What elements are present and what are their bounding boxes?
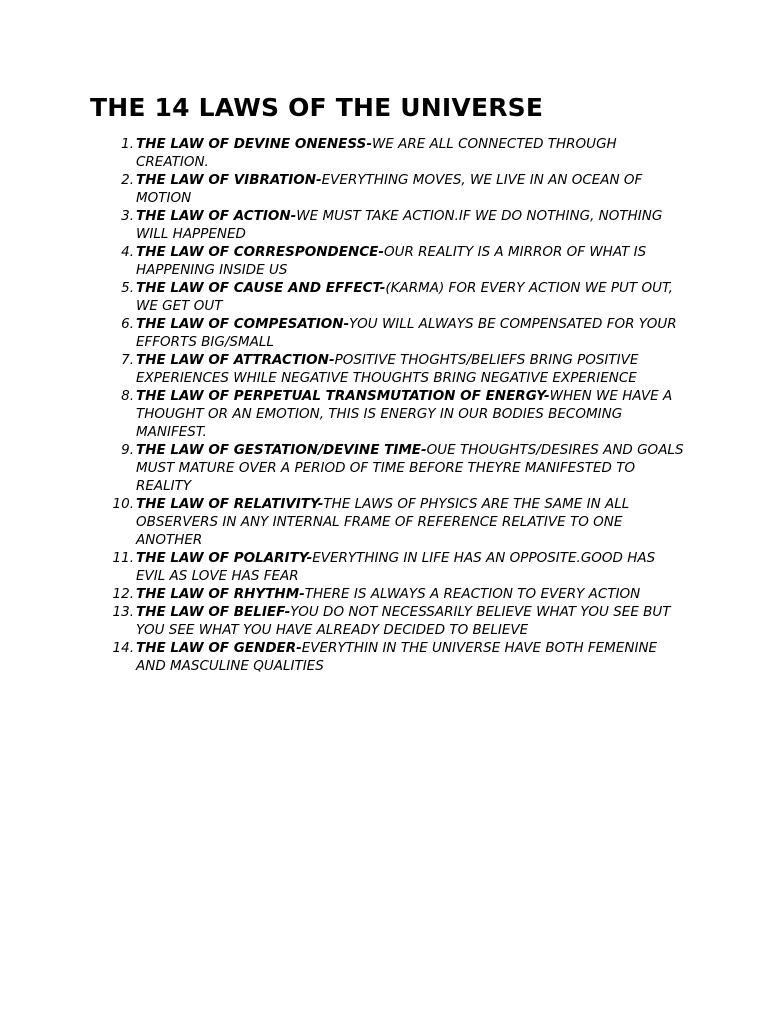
law-description: OUR REALITY IS A MIRROR OF WHAT IS HAPPENING INSIDE US — [136, 244, 647, 278]
list-item-number: 13. — [112, 604, 134, 620]
law-description: (KARMA) FOR EVERY ACTION WE PUT OUT, WE GET OUT — [136, 280, 673, 314]
list-item — [106, 441, 686, 495]
list-item — [106, 549, 686, 585]
list-item — [106, 387, 686, 441]
list-item-number: 12. — [112, 586, 134, 602]
list-item — [106, 639, 686, 675]
law-description: EVERYTHING MOVES, WE LIVE IN AN OCEAN OF MOTION — [136, 172, 643, 206]
law-description: WE ARE ALL CONNECTED THROUGH CREATION. — [136, 136, 617, 170]
list-item-number: 5. — [121, 280, 134, 296]
list-item — [106, 603, 686, 639]
list-item-number: 8. — [121, 388, 134, 404]
law-description: WHEN WE HAVE A THOUGHT OR AN EMOTION, THIS IS ENERGY IN OUR BODIES BECOMING MANIFEST. — [136, 388, 673, 440]
list-item — [106, 495, 686, 549]
law-name: THE LAW OF VIBRATION- — [136, 172, 322, 188]
list-item-number: 14. — [112, 640, 134, 656]
list-item-number: 9. — [121, 442, 134, 458]
laws-list — [106, 135, 686, 675]
law-name: THE LAW OF RELATIVITY- — [136, 496, 324, 512]
law-name: THE LAW OF DEVINE ONENESS- — [136, 136, 372, 152]
law-name: THE LAW OF GESTATION/DEVINE TIME- — [136, 442, 427, 458]
list-item — [106, 243, 686, 279]
list-item — [106, 315, 686, 351]
law-description: YOU DO NOT NECESSARILY BELIEVE WHAT YOU SEE BUT YOU SEE WHAT YOU HAVE ALREADY DECIDED TO BELIEVE — [136, 604, 671, 638]
law-name: THE LAW OF POLARITY- — [136, 550, 313, 566]
law-name: THE LAW OF COMPESATION- — [136, 316, 350, 332]
law-name: THE LAW OF ACTION- — [136, 208, 297, 224]
law-name: THE LAW OF CAUSE AND EFFECT- — [136, 280, 386, 296]
law-description: WE MUST TAKE ACTION.IF WE DO NOTHING, NOTHING WILL HAPPENED — [136, 208, 663, 242]
law-name: THE LAW OF PERPETUAL TRANSMUTATION OF ENERGY- — [136, 388, 550, 404]
law-description: EVERYTHING IN LIFE HAS AN OPPOSITE.GOOD HAS EVIL AS LOVE HAS FEAR — [136, 550, 656, 584]
law-description: EVERYTHIN IN THE UNIVERSE HAVE BOTH FEMENINE AND MASCULINE QUALITIES — [136, 640, 658, 674]
list-item — [106, 135, 686, 171]
law-name: THE LAW OF CORRESPONDENCE- — [136, 244, 384, 260]
list-item — [106, 207, 686, 243]
law-description: THERE IS ALWAYS A REACTION TO EVERY ACTION — [304, 586, 641, 602]
law-name: THE LAW OF BELIEF- — [136, 604, 291, 620]
list-item-number: 7. — [121, 352, 134, 368]
list-item — [106, 171, 686, 207]
list-item-number: 2. — [121, 172, 134, 188]
page-title: THE 14 LAWS OF THE UNIVERSE — [90, 93, 544, 122]
list-item-number: 11. — [112, 550, 134, 566]
law-description: THE LAWS OF PHYSICS ARE THE SAME IN ALL OBSERVERS IN ANY INTERNAL FRAME OF REFERENCE RELATIVE TO ONE ANOTHER — [136, 496, 630, 548]
list-item-number: 6. — [121, 316, 134, 332]
list-item — [106, 279, 686, 315]
list-item-number: 4. — [121, 244, 134, 260]
list-item — [106, 585, 686, 603]
law-name: THE LAW OF RHYTHM- — [136, 586, 305, 602]
law-name: THE LAW OF GENDER- — [136, 640, 302, 656]
list-item-number: 1. — [121, 136, 134, 152]
list-item — [106, 351, 686, 387]
law-description: OUE THOUGHTS/DESIRES AND GOALS MUST MATURE OVER A PERIOD OF TIME BEFORE THEYRE MANIFESTED TO REALITY — [136, 442, 684, 494]
law-name: THE LAW OF ATTRACTION- — [136, 352, 335, 368]
list-item-number: 10. — [112, 496, 134, 512]
law-description: POSITIVE THOGHTS/BELIEFS BRING POSITIVE EXPERIENCES WHILE NEGATIVE THOUGHTS BRING NEGATIVE EXPERIENCE — [136, 352, 639, 386]
law-description: YOU WILL ALWAYS BE COMPENSATED FOR YOUR EFFORTS BIG/SMALL — [136, 316, 677, 350]
list-item-number: 3. — [121, 208, 134, 224]
